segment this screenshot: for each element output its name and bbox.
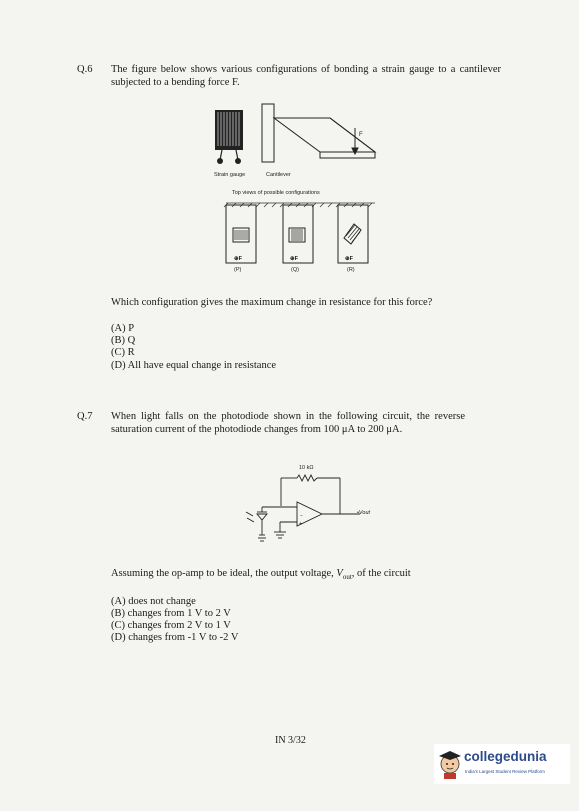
svg-text:+: + bbox=[299, 521, 302, 527]
config-q-label: (Q) bbox=[291, 267, 299, 273]
q7-option-b[interactable]: (B) changes from 1 V to 2 V bbox=[111, 608, 231, 619]
config-r-box bbox=[338, 205, 368, 263]
strain-gauge-drawing bbox=[215, 110, 243, 164]
logo-name: collegedunia bbox=[464, 749, 547, 764]
q6-option-a[interactable]: (A) P bbox=[111, 323, 135, 334]
question-7-text: When light falls on the photodiode shown in the following circuit, the reverse saturation current of the photodiode changes from 100 μA to 200 μA. bbox=[111, 411, 465, 435]
vout-label: •Vout bbox=[357, 510, 371, 516]
q7-option-c[interactable]: (C) changes from 2 V to 1 V bbox=[111, 620, 231, 631]
question-6-number: Q.6 bbox=[77, 64, 93, 75]
q7-option-a[interactable]: (A) does not change bbox=[111, 596, 196, 607]
question-7-prompt-suffix: , of the circuit bbox=[351, 568, 411, 579]
question-7-number: Q.7 bbox=[77, 411, 93, 422]
vout-subscript: out bbox=[342, 573, 352, 582]
top-views-label: Top views of possible configurations bbox=[232, 190, 320, 196]
resistor-label: 10 kΩ bbox=[299, 465, 314, 471]
config-q-box bbox=[283, 205, 313, 263]
question-7-prompt-prefix: Assuming the op-amp to be ideal, the output voltage, bbox=[111, 568, 337, 579]
config-p-force: ⊕F bbox=[234, 256, 242, 262]
cantilever-label: Cantilever bbox=[266, 172, 291, 178]
q6-option-c[interactable]: (C) R bbox=[111, 347, 135, 358]
photodiode-circuit bbox=[0, 450, 579, 570]
config-r-label: (R) bbox=[347, 267, 355, 273]
config-p-label: (P) bbox=[234, 267, 242, 273]
svg-text:−: − bbox=[300, 513, 303, 519]
config-p-box bbox=[226, 205, 256, 263]
force-label: F bbox=[359, 132, 363, 138]
page-number: IN 3/32 bbox=[275, 735, 306, 746]
question-7-prompt bbox=[111, 568, 411, 581]
q6-option-b[interactable]: (B) Q bbox=[111, 335, 136, 346]
mascot-icon bbox=[437, 748, 463, 780]
question-6-text: The figure below shows various configurations of bonding a strain gauge to a cantilever subjected to a bending force F. bbox=[111, 64, 501, 88]
strain-gauge-label: Strain gauge bbox=[214, 172, 246, 178]
q7-option-d[interactable]: (D) changes from -1 V to -2 V bbox=[111, 632, 239, 643]
collegedunia-logo bbox=[434, 744, 570, 784]
q6-option-d[interactable]: (D) All have equal change in resistance bbox=[111, 360, 277, 371]
strain-gauge-figure bbox=[0, 0, 579, 300]
vout-variable: V bbox=[336, 568, 343, 579]
question-6-prompt: Which configuration gives the maximum change in resistance for this force? bbox=[111, 297, 433, 308]
config-r-force: ⊕F bbox=[345, 256, 353, 262]
logo-tagline: India's Largest Student Review Platform bbox=[465, 769, 545, 774]
config-q-force: ⊕F bbox=[290, 256, 298, 262]
